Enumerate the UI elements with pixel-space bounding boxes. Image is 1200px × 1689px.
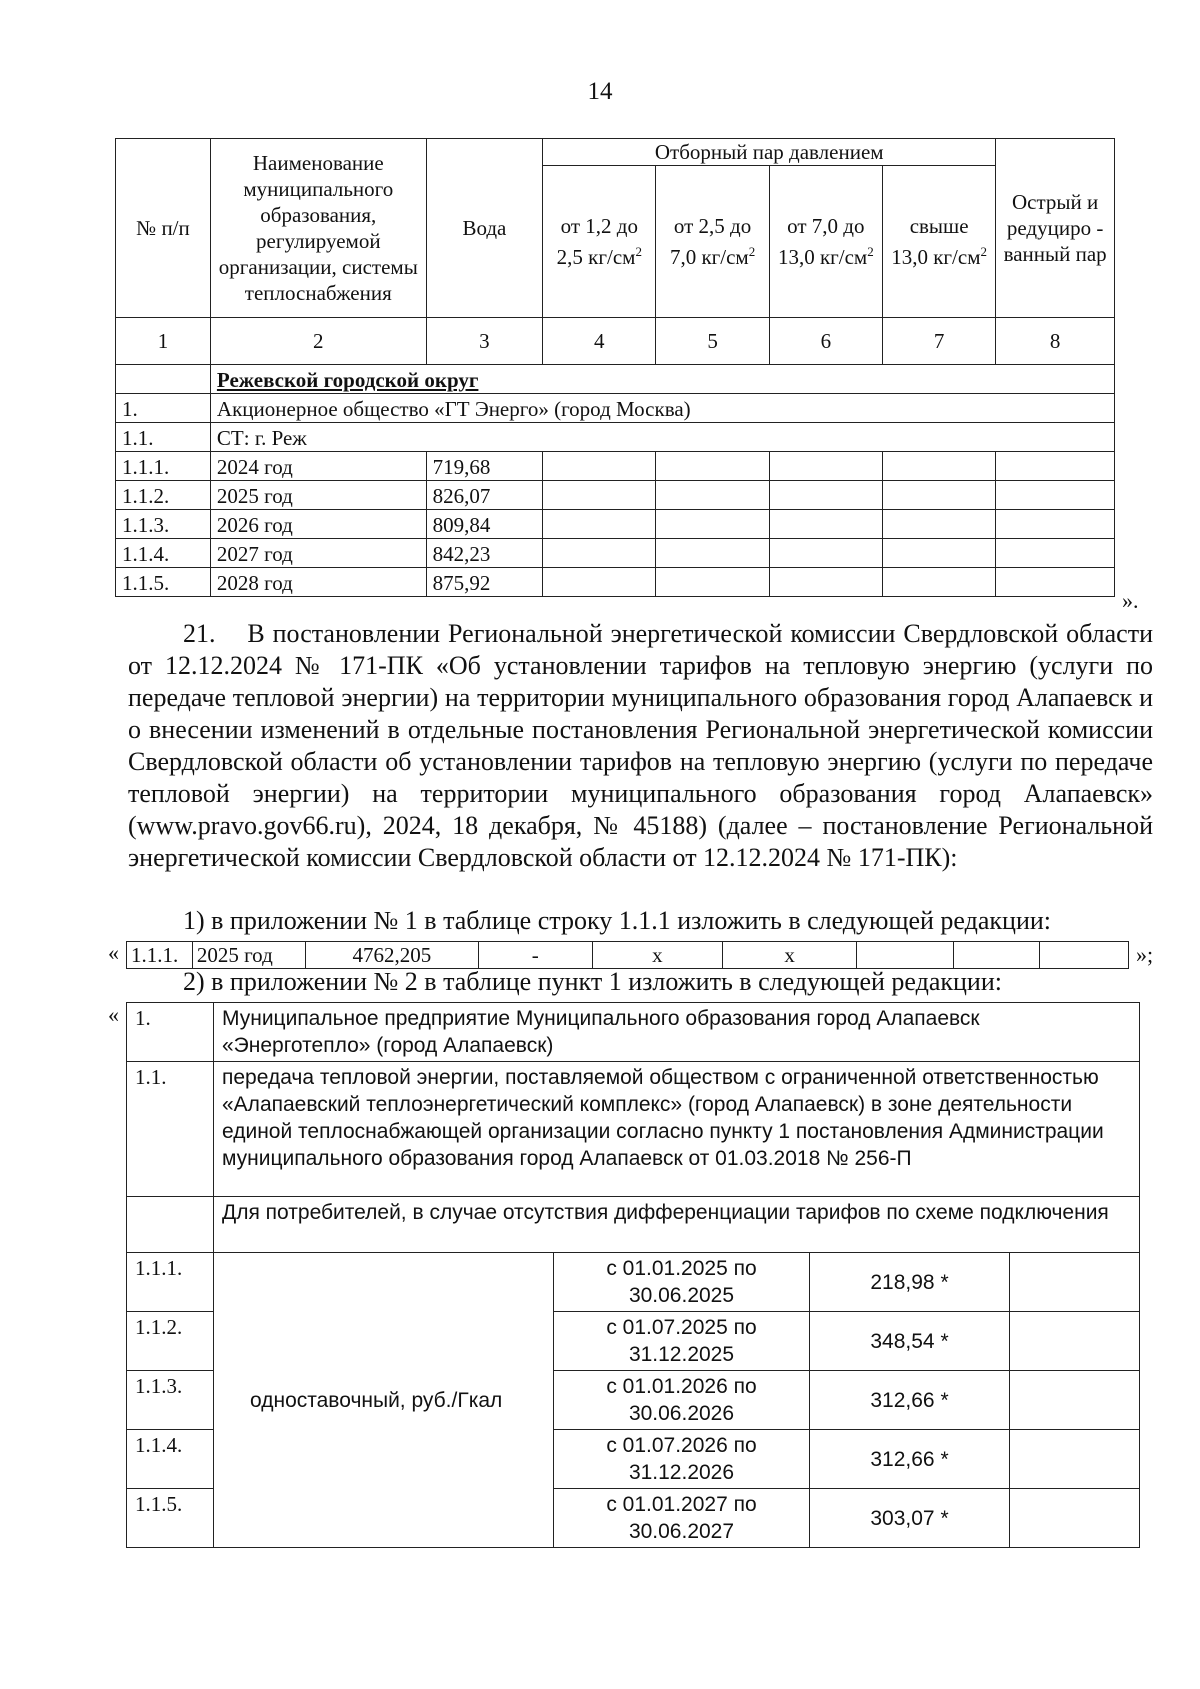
row-cell: 1.1.1. [127, 942, 193, 969]
tariff-table-rezh [115, 138, 1115, 597]
table1-closing-quote: ». [1122, 588, 1139, 613]
table-row: 1.1.5. с 01.01.2027 по 30.06.2027 303,07 * [127, 1489, 1140, 1548]
table-row: 1.1.1. одноставочный, руб./Гкал с 01.01.2025 по 30.06.2025 218,98 * [127, 1253, 1140, 1312]
row-cell [857, 942, 953, 969]
header-p4: свыше 13,0 $кг/см^2$ [882, 166, 995, 318]
col-number: 8 [996, 318, 1115, 365]
table-row: 1.1.3. 2026 год 809,84 [116, 510, 1115, 539]
table-row: 1.1.3. с 01.01.2026 по 30.06.2026 312,66 * [127, 1371, 1140, 1430]
paragraph-21 [128, 618, 1153, 874]
org-num: 1. [116, 394, 211, 423]
table-row: 1.1.2. с 01.07.2025 по 31.12.2025 348,54 * [127, 1312, 1140, 1371]
row-cell [1039, 942, 1128, 969]
col-number: 1 [116, 318, 211, 365]
row-cell: 2025 год [192, 942, 305, 969]
row-open-quote: « [108, 940, 119, 965]
col-number: 7 [882, 318, 995, 365]
page-number: 14 [587, 78, 613, 105]
col-number: 4 [543, 318, 656, 365]
row-cell [953, 942, 1039, 969]
header-name: Наименование муниципального образования, регулируемой организации, системы теплоснабжения [210, 139, 426, 318]
col-number: 6 [769, 318, 882, 365]
header-steam-group: Отборный пар давлением [543, 139, 996, 166]
item-1-text: 1) в приложении № 1 в таблице строку 1.1.1 изложить в следующей редакции: [183, 906, 1051, 935]
header-sharp-steam: Острый и редуциро - ванный пар [996, 139, 1115, 318]
system-name: СТ: г. Реж [210, 423, 1114, 452]
header-num: № п/п [116, 139, 211, 318]
row-table [126, 941, 1129, 969]
paragraph-number: 21. [183, 619, 216, 648]
row-cell: 4762,205 [306, 942, 478, 969]
table-row: 1.1.4. 2027 год 842,23 [116, 539, 1115, 568]
tariff-table-alapaevsk [126, 1002, 1140, 1548]
header-water: Вода [426, 139, 543, 318]
org-name: Акционерное общество «ГТ Энерго» (город Москва) [210, 394, 1114, 423]
system-num: 1.1. [116, 423, 211, 452]
table3-open-quote: « [108, 1002, 119, 1027]
header-p2: от 2,5 до 7,0 $кг/см^2$ [656, 166, 769, 318]
header-p3: от 7,0 до 13,0 $кг/см^2$ [769, 166, 882, 318]
row-close-quote: »; [1136, 942, 1154, 967]
col-number: 5 [656, 318, 769, 365]
col-number: 3 [426, 318, 543, 365]
tariff-type: одноставочный, руб./Гкал [214, 1253, 554, 1548]
row-cell: х [722, 942, 857, 969]
consumers-note: Для потребителей, в случае отсутствия дифференциации тарифов по схеме подключения [214, 1197, 1140, 1253]
table-row: 1.1.1. 2024 год 719,68 [116, 452, 1115, 481]
paragraph-text: В постановлении Региональной энергетической комиссии Свердловской области от 12.12.2024 № 171-ПК «Об установлении тарифов на тепловую энергию (услуги по передаче тепловой энергии) на территории муниципального образования город Алапаевск и о внесении изменений в отдельные постановления Региональной энергетической комиссии Свердловской области об установлении тарифов на тепловую энергию (услуги по передаче тепловой энергии) на территории муниципального образования город Алапаевск» (www.pravo.gov66.ru), 2024, 18 декабря, № 45188) (далее – постановление Региональной энергетической комиссии Свердловской области от 12.12.2024 № 171-ПК): [128, 619, 1153, 872]
sub-description: передача тепловой энергии, поставляемой обществом с ограниченной ответственностью «Алапаевский теплоэнергетический комплекс» (город Алапаевск) в зоне деятельности единой теплоснабжающей организации согласно пункту 1 постановления Администрации муниципального образования город Алапаевск от 01.03.2018 № 256-П [214, 1062, 1140, 1197]
sub-num: 1.1. [127, 1062, 214, 1197]
org-num: 1. [127, 1003, 214, 1062]
org-name: Муниципальное предприятие Муниципального образования город Алапаевск «Энерготепло» (город Алапаевск) [214, 1003, 1140, 1062]
region-title: Режевской городской округ [210, 365, 1114, 394]
table-row: 1.1.5. 2028 год 875,92 [116, 568, 1115, 597]
table-row: 1.1.4. с 01.07.2026 по 31.12.2026 312,66 * [127, 1430, 1140, 1489]
col-number: 2 [210, 318, 426, 365]
header-p1: от 1,2 до 2,5 $кг/см^2$ [543, 166, 656, 318]
row-cell: - [478, 942, 592, 969]
row-cell: х [593, 942, 723, 969]
table-row: 1.1.2. 2025 год 826,07 [116, 481, 1115, 510]
item-2-text: 2) в приложении № 2 в таблице пункт 1 изложить в следующей редакции: [183, 967, 1002, 996]
